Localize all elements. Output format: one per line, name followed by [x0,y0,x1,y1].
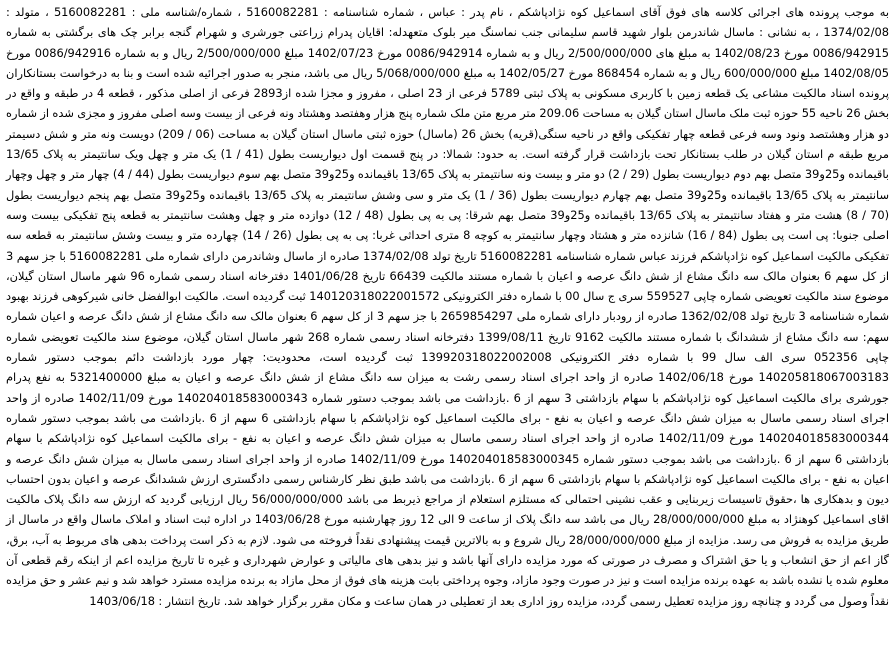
notice-body-text: به موجب پرونده های اجرائی کلاسه های فوق آقای اسماعیل کوه نژادپاشکم ، نام پدر : عباس ، شماره شناسنامه : 5160082281 ، شماره/شناسه ملی : 5160082281 ، متولد : 1374/02/08 ، به نشانی : ماسال شاندرمن بلوار شهید قاسم سلیمانی جنب نماسنگ میر بلوک متعهدله: اقایان پدرام زراعتی جورشری و شهرام گنجه برابر چک های برگشتی به شماره 0086/942915 مورخ 1402/08/23 به مبلغ های 2/500/000/000 ریال و به شماره 0086/942914 مورخ 1402/07/23 مبلغ 2/500/000/000 ریال و به شماره 0086/942916 مورخ 1402/08/05 مبلغ 600/000/000 ریال و به شماره 868454 مورخ 1402/05/27 به مبلغ 5/068/000/000 ریال می باشد، منجر به صدور اجرائیه شده است و بنا به درخواست بستانکاران پرونده اسناد مالکیت مشاعی یک قطعه زمین با کاربری مسکونی به پلاک ثبتی 5789 فرعی از 23 اصلی ، مفروز و مجزا شده از2893 فرعی از اصلی مذکور ، قطعه 4 در طبقه و واقع در بخش 26 ناحیه 55 حوزه ثبت ملک ماسال استان گیلان به مساحت 209.06 متر مربع متن ملک شماره پنج هزار وهفتصد وهشتاد ونه فرعی از بیست وسه اصلی مفروز و مجزی شده از شماره دو هزار وهشتصد ونود وسه فرعی قطعه چهار تفکیکی واقع در ناحیه سنگی(قریه) بخش 26 (ماسال) حوزه ثبتی ماسال استان گیلان به مساحت (06 / 209) دویست ونه متر و شش دسیمتر مربع طبقه م استان گیلان در طلب بستانکار تحت بازداشت قرار گرفته است. به حدود: شمالا: در پنج قسمت اول دیواریست بطول (41 / 1) یک متر و چهل ویک سانتیمتر به پلاک 13/65 باقیمانده و25و39 متصل بهم دوم دیواریست بطول (29 / 2) دو متر و بیست ونه سانتیمتر به پلاک 13/65 باقیمانده و25و39 متصل بهم سوم دیواریست بطول (44 / 4) چهار متر و چهل وچهار سانتیمتر به پلاک 13/65 باقیمانده و25و39 متصل بهم چهارم دیواریست بطول (36 / 1) یک متر و سی وشش سانتیمتر به پلاک 13/65 باقیمانده و25و39 متصل بهم پنجم دیواریست بطول (70 / 8) هشت متر و هفتاد سانتیمتر به پلاک 13/65 باقیمانده و25و39 متصل بهم شرقا: پی به پی بطول (48 / 12) دوازده متر و چهل وهشت سانتیمتر به قطعه پنج تفکیکی بیست وسه اصلی جنوبا: پی است پی بطول (84 / 16) شانزده متر و هشتاد وچهار سانتیمتر به کوچه 8 متری احداثی غربا: پی به پی بطول (26 / 14) چهارده متر و بیست وشش سانتیمتر به قطعه سه تفکیکی مالکیت اسماعیل کوه نژادپاشکم فرزند عباس شماره شناسنامه 5160082281 تاریخ تولد 1374/02/08 صادره از ماسال وشاندرمن دارای شماره ملی 5160082281 با جز سهم 3 از کل سهم 6 بعنوان مالک سه دانگ مشاع از شش دانگ عرصه و اعیان با شماره مستند مالکیت 66439 تاریخ 1401/06/28 دفترخانه اسناد رسمی شماره 96 شهر ماسال استان گیلان، موضوع سند مالکیت تعویضی شماره چاپی 559527 سری ج سال 00 با شماره دفتر الکترونیکی 140120318022001572 ثبت گردیده است. مالکیت ابوالفضل خانی شیرکوهی فرزند بهبود شماره شناسنامه 3 تاریخ تولد 1362/02/08 صادره از رودبار دارای شماره ملی 2659854297 با جز سهم 3 از کل سهم 6 بعنوان مالک سه دانگ مشاع از شش دانگ عرصه و اعیان شماره سهم: سه دانگ مشاع از ششدانگ با شماره مستند مالکیت 9162 تاریخ 1399/08/11 دفترخانه اسناد رسمی شماره 268 شهر ماسال استان گیلان، موضوع سند مالکیت تعویضی شماره چاپی 052356 سری الف سال 99 با شماره دفتر الکترونیکی 139920318022002008 ثبت گردیده است، محدودیت: چهار مورد بازداشت دائم بموجب دستور شماره 140205818067003183 مورخ 1402/06/18 صادره از واحد اجرای اسناد رسمی رشت به میزان سه دانگ مشاع از شش دانگ عرصه و اعیان به مبلغ 5321400000 به نفع پدرام جورشری برای مالکیت اسماعیل کوه نژادپاشکم با سهام بازداشتی 3 سهم از 6 .بازداشت می باشد بموجب دستور شماره 140204018583000343 مورخ 1402/11/09 صادره از واحد اجرای اسناد رسمی ماسال به میزان شش دانگ عرصه و اعیان به نفع - برای مالکیت اسماعیل کوه نژادپاشکم با سهام بازداشتی 6 سهم از 6 .بازداشت می باشد بموجب دستور شماره 140204018583000344 مورخ 1402/11/09 صادره از واحد اجرای اسناد رسمی ماسال به میزان شش دانگ عرصه و اعیان به نفع - برای مالکیت اسماعیل کوه نژادپاشکم با سهام بازداشتی 6 سهم از 6 .بازداشت می باشد بموجب دستور شماره 140204018583000345 مورخ 1402/11/09 صادره از واحد اجرای اسناد رسمی ماسال به میزان شش دانگ عرصه و اعیان به نفع - برای مالکیت اسماعیل کوه نژادپاشکم با سهام بازداشتی 6 سهم از 6 .بازداشت می باشد طبق نظر کارشناس رسمی دادگستری ارزش ششدانگ عرصه و اعیان بدون احتساب دیون و بدهکاری ها ،حقوق تاسیسات زیربنایی و عقب نشینی احتمالی که مستلزم استعلام از مراجع ذیربط می باشد 56/000/000/000 ریال ارزیابی گردید که ارزش سه دانگ پلاک مالکیت اقای اسماعیل کوهنژاد به مبلغ 28/000/000/000 ریال می باشد سه دانگ پلاک از ساعت 9 الی 12 روز چهارشنبه مورخ 1403/06/28 در اداره ثبت اسناد و املاک ماسال واقع در ماسال از طریق مزایده به فروش می رسد. مزایده از مبلغ 28/000/000/000 ریال شروع و به بالاترین قیمت پیشنهادی نقداً فروخته می شود. لازم به ذکر است پرداخت بدهی های مربوط به آب، برق، گاز اعم از حق انشعاب و یا حق اشتراک و مصرف در صورتی که مورد مزایده دارای آنها باشد و نیز بدهی های مالیاتی و عوارض شهرداری و غیره تا تاریخ مزایده اعم از اینکه رقم قطعی آن معلوم شده یا نشده باشد به عهده برنده مزایده است و نیز در صورت وجود مازاد، وجوه پرداختی بابت هزینه های فوق از محل مازاد به برنده مزایده مسترد خواهد شد و نیم عشر و حق مزایده نقداً وصول می گردد و چنانچه روز مزایده تعطیل رسمی گردد، مزایده روز اداری بعد از تعطیلی در همان ساعت و مکان مقرر برگزار خواهد شد. تاریخ انتشار : 1403/06/18 [6,5,890,608]
